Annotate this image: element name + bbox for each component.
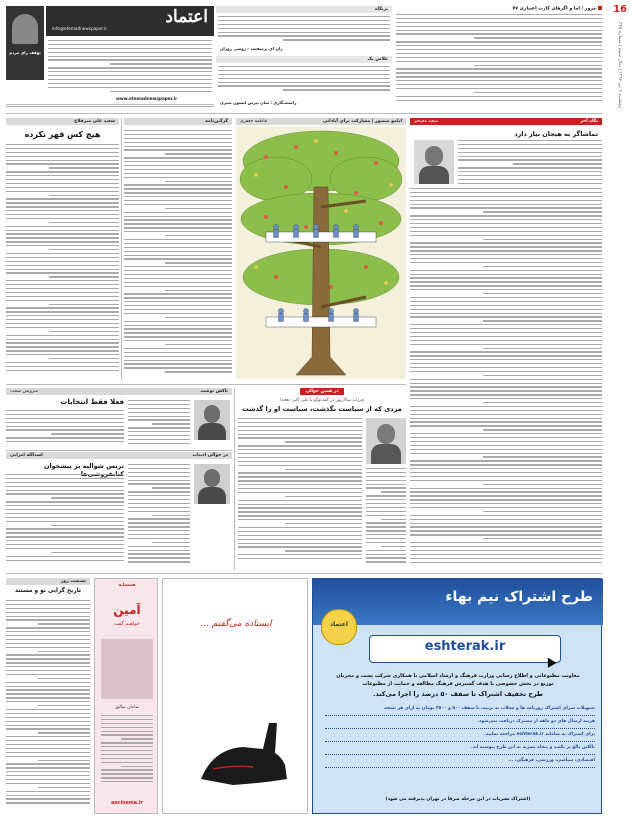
col-negasht — [6, 578, 90, 814]
col-negah-akhar — [410, 118, 602, 570]
top-col-4 — [396, 6, 602, 110]
movie-ad-credits: سامان سالور — [114, 705, 140, 710]
negasht-headline: تاریخ گرایی نو و مستند — [14, 588, 82, 594]
col-kargoshe-headline: هیچ کس قهر نکرده — [24, 130, 101, 139]
movie-ad[interactable] — [94, 578, 158, 814]
top-col-3 — [216, 6, 392, 110]
shoe-illustration — [193, 709, 293, 799]
masthead — [6, 6, 214, 110]
takbini-bar: تاکس نوشت — [200, 389, 228, 394]
col-takbini — [6, 388, 232, 448]
navaie-headline: تریس شوالیه بر پیشخوان — [44, 462, 124, 470]
negah-photo — [414, 140, 454, 184]
takbini-service: سرویس صحت — [10, 389, 38, 394]
ad-bullets — [325, 703, 595, 783]
ad-logo: اعتماد — [330, 621, 348, 628]
negah-headline: تماشاگر به هیجان نیاز دارد — [514, 130, 598, 138]
top-col-3-title: برنگاه — [374, 7, 388, 12]
feature-headline: مردی که از سیاست نگذشت، سیاست او را گذشت — [242, 405, 402, 413]
shoe-ad-title: ایستاده می‌گفتم ... — [200, 619, 272, 629]
feature-bar: در همین حوالی — [305, 389, 339, 394]
navaie-author: اسدالله امرایی — [10, 453, 43, 458]
ad-url: eshterak.ir — [424, 639, 506, 654]
negah-bar: نگاه آخر — [580, 119, 598, 124]
ad-bullet: اقتصادی، سیاسی، ورزشی، فرهنگی، ... — [325, 755, 595, 768]
ad-bullet: هزینه ارسال های دو ماهه از مشترک دریافت نمی‌شود. — [325, 716, 595, 729]
top-col-3-bar — [216, 6, 392, 13]
movie-ad-subtitle: خواهیم گفت — [114, 621, 140, 627]
cartoon-bar-title: ایلمو منصور | مشارکت برای آبادانی — [322, 119, 402, 124]
ad-body-2: توزیع در بخش خصوصی با هدف گسترش فرهنگ مطالعه و حمایت از مطبوعات — [362, 681, 554, 687]
top-col-3b-title: غلاش بک — [367, 57, 388, 62]
ad-bullet: تسهیلات سرای اشتراک روزنامه ها و مجلات به ترتیب تا سقف ۵۰۰ و ۲۵۰۰ تومان به ازای هر نسخه — [325, 703, 595, 716]
ad-body-3: طرح تخفیف اشتراک تا سقف ۵۰ درصد را اجرا می‌کند. — [373, 690, 543, 698]
ad-bullet: تالکین بالغ بر یکصد و پنجاه نشریه به این طرح پیوسته اند. — [325, 742, 595, 755]
feature-photo — [366, 418, 406, 464]
ad-url-box[interactable] — [369, 635, 561, 663]
masthead-ad-text: توقف رای مردم — [9, 50, 41, 55]
top-col-3b-bar — [216, 56, 392, 63]
edge-date-text: پنجشنبه ۴ تیر ۱۳۹۴ | سال سوم | شماره ۳۴۸ — [617, 22, 622, 109]
navaie-photo — [194, 464, 230, 504]
top-col-3b-author: راسته‌نگاری : سان نیرس لیسون سیری — [220, 100, 297, 105]
website: www.etemadnewspaper.ir — [116, 96, 178, 101]
movie-ad-site: aecinema.ir — [111, 801, 143, 806]
shoe-ad[interactable] — [162, 578, 308, 814]
ad-header — [313, 579, 603, 625]
movie-ad-poster — [101, 639, 153, 699]
cartoon-tree-illustration — [236, 127, 406, 379]
col-gergin-bar: گرگین‌نامه — [205, 119, 228, 124]
ad-title: طرح اشتراک نیم بهاء — [445, 589, 593, 605]
edge-date — [607, 2, 629, 382]
negah-author: سعید معیدفر — [414, 119, 439, 124]
top-col-4-title: مرور / اما و اگرهای کارت اعتباری ۷۷ — [512, 6, 596, 12]
ad-bullet: برای اشتراک به سامانه eshterak.ir مراجعه نمایید. — [325, 729, 595, 742]
logo-banner — [46, 6, 214, 36]
logo: اعتماد — [165, 7, 208, 27]
email: info@etemadnewspaper.ir — [52, 26, 107, 31]
col-navaie — [6, 452, 232, 570]
movie-ad-top: همسایه — [118, 583, 136, 588]
movie-ad-title: آمین — [113, 603, 141, 617]
ad-logo-badge — [321, 609, 357, 645]
col-kargoshe-author: سعید علی میرقلاع — [74, 119, 115, 124]
cartoon-artist: فاطمه جعفری — [240, 119, 267, 124]
subscription-ad[interactable] — [312, 578, 602, 814]
masthead-ad — [6, 6, 44, 80]
navaie-bar: در حوالی ادبیات — [192, 453, 228, 458]
top-col-3-author: زان ای پرسفشد - روسی روزان — [220, 46, 283, 51]
takbini-photo — [194, 400, 230, 440]
page-number: 16 — [613, 4, 627, 15]
ad-body-1: معاونت مطبوعاتی و اطلاع رسانی وزارت فرهنگ و ارشاد اسلامی با همکاری شرکت پست و مجریان — [336, 673, 580, 679]
negasht-bar: نشست روز — [60, 579, 86, 584]
ad-footer: (اشتراک نشریات در این مرحله صرفا در تهران پذیرفته می شود) — [385, 797, 531, 802]
takbini-headline: فعلا فقط انتخابات — [60, 398, 124, 406]
col-kargoshe — [6, 118, 119, 380]
col-feature — [238, 388, 406, 570]
feature-kicker: فرزانه سالارپور در گفت‌وگو با علی اکبر دهخدا — [280, 398, 364, 403]
col-gergin — [124, 118, 232, 380]
publisher-info — [48, 40, 212, 94]
cartoon-section — [236, 118, 406, 380]
